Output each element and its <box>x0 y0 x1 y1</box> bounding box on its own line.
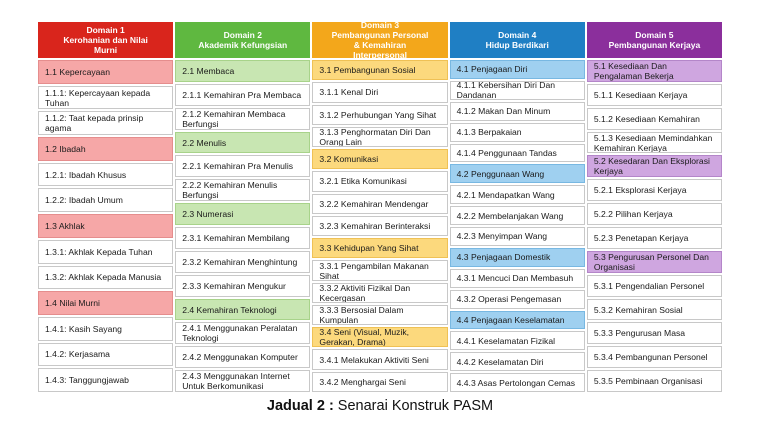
construct-label: 4.4.1 Keselamatan Fizikal <box>456 335 556 346</box>
construct-section-cell <box>450 248 585 267</box>
domain-header-line: Pembangunan Personal <box>331 30 429 40</box>
construct-label: 1.2 Ibadah <box>45 143 86 154</box>
construct-section-cell <box>312 149 447 169</box>
construct-item-cell <box>38 111 173 135</box>
construct-label: 1.4.1: Kasih Sayang <box>45 323 122 334</box>
construct-item-cell <box>450 331 585 350</box>
construct-label: 4.2 Penggunaan Wang <box>456 168 545 179</box>
construct-label: 5.1 Kesediaan Dan Pengalaman Bekerja <box>593 60 674 81</box>
construct-item-cell <box>450 373 585 392</box>
construct-item-cell <box>450 102 585 121</box>
construct-label: 5.2.3 Penetapan Kerjaya <box>593 232 689 243</box>
construct-label: 2.2 Menulis <box>182 137 227 148</box>
construct-label: 3.4 Seni (Visual, Muzik, Gerakan, Drama) <box>319 327 410 348</box>
construct-label: 4.3.2 Operasi Pengemasan <box>456 294 562 305</box>
construct-label: 2.3.1 Kemahiran Membilang <box>182 232 290 243</box>
construct-label: 4.3 Penjagaan Domestik <box>456 252 551 263</box>
construct-label: 5.3.1 Pengendalian Personel <box>593 280 705 291</box>
construct-section-cell <box>38 214 173 238</box>
construct-item-cell <box>312 105 447 125</box>
domain-header-line: Domain 1 <box>86 25 125 35</box>
construct-item-cell <box>587 108 722 130</box>
construct-item-cell <box>175 370 310 392</box>
construct-section-cell <box>312 238 447 258</box>
construct-item-cell <box>38 163 173 187</box>
construct-label: 3.3.2 Aktiviti Fizikal Dan Kecergasan <box>319 282 411 303</box>
construct-item-cell <box>312 194 447 214</box>
construct-label: 3.2.3 Kemahiran Berinteraksi <box>319 220 431 231</box>
construct-label: 5.1.2 Kesediaan Kemahiran <box>593 113 700 124</box>
construct-section-cell <box>587 155 722 177</box>
construct-item-cell <box>312 216 447 236</box>
construct-label: 5.3.5 Pembinaan Organisasi <box>593 376 703 387</box>
construct-label: 2.2.1 Kemahiran Pra Menulis <box>182 161 294 172</box>
construct-item-cell <box>312 305 447 325</box>
construct-item-cell <box>175 275 310 297</box>
construct-label: 3.3.3 Bersosial Dalam Kumpulan <box>319 305 404 326</box>
construct-item-cell <box>587 370 722 392</box>
construct-label: 3.3.1 Pengambilan Makanan Sihat <box>319 260 429 281</box>
construct-item-cell <box>175 251 310 273</box>
construct-label: 1.4.3: Tanggungjawab <box>45 375 129 386</box>
construct-label: 3.3 Kehidupan Yang Sihat <box>319 243 419 254</box>
construct-label: 4.2.1 Mendapatkan Wang <box>456 189 555 200</box>
construct-label: 4.2.2 Membelanjakan Wang <box>456 210 564 221</box>
construct-section-cell <box>587 60 722 82</box>
construct-section-cell <box>175 203 310 225</box>
construct-label: 1.1 Kepercayaan <box>45 66 110 77</box>
construct-label: 3.2.2 Kemahiran Mendengar <box>319 198 429 209</box>
caption-label: Jadual 2 : <box>266 398 334 414</box>
construct-label: 5.3.4 Pembangunan Personel <box>593 352 708 363</box>
construct-label: 4.2.3 Menyimpan Wang <box>456 231 548 242</box>
construct-section-cell <box>175 60 310 82</box>
construct-label: 2.2.2 Kemahiran Menulis Berfungsi <box>182 180 278 201</box>
construct-item-cell <box>450 144 585 163</box>
construct-item-cell <box>38 240 173 264</box>
construct-item-cell <box>38 317 173 341</box>
caption-text: Senarai Konstruk PASM <box>333 398 494 414</box>
construct-section-cell <box>312 327 447 347</box>
construct-label: 5.3.3 Pengurusan Masa <box>593 328 686 339</box>
construct-label: 5.1.1 Kesediaan Kerjaya <box>593 89 688 100</box>
domain-column-5 <box>587 22 722 392</box>
construct-label: 3.1.1 Kenal Diri <box>319 87 379 98</box>
domain-header-line: Pembangunan Kerjaya <box>608 40 701 50</box>
construct-item-cell <box>38 188 173 212</box>
construct-label: 3.1.3 Penghormatan Diri Dan Orang Lain <box>319 126 431 147</box>
domain-header-line: Akademik Kefungsian <box>198 40 288 50</box>
construct-label: 2.1.2 Kemahiran Membaca Berfungsi <box>182 108 286 129</box>
table-caption <box>0 398 760 414</box>
construct-label: 1.3 Akhlak <box>45 220 85 231</box>
construct-item-cell <box>450 123 585 142</box>
construct-label: 1.1.1: Kepercayaan kepada Tuhan <box>45 87 151 108</box>
construct-item-cell <box>175 108 310 130</box>
construct-item-cell <box>587 227 722 249</box>
construct-item-cell <box>38 86 173 110</box>
construct-label: 3.1.2 Perhubungan Yang Sihat <box>319 109 437 120</box>
construct-section-cell <box>38 60 173 84</box>
construct-label: 1.3.1: Akhlak Kepada Tuhan <box>45 246 153 257</box>
construct-label: 1.4.2: Kerjasama <box>45 349 110 360</box>
construct-item-cell <box>312 82 447 102</box>
construct-label: 5.3 Pengurusan Personel Dan Organisasi <box>593 251 709 272</box>
construct-item-cell <box>587 275 722 297</box>
domain-column-3 <box>312 22 447 392</box>
construct-label: 4.4.3 Asas Pertolongan Cemas <box>456 377 576 388</box>
construct-item-cell <box>450 269 585 288</box>
construct-label: 2.4.2 Menggunakan Komputer <box>182 352 298 363</box>
construct-label: 4.4 Penjagaan Keselamatan <box>456 314 565 325</box>
construct-item-cell <box>587 346 722 368</box>
construct-label: 1.1.2: Taat kepada prinsip agama <box>45 113 144 134</box>
construct-label: 1.4 Nilai Murni <box>45 298 100 309</box>
domain-header <box>175 22 310 58</box>
domain-header <box>38 22 173 58</box>
construct-item-cell <box>450 81 585 100</box>
domain-column-1 <box>38 22 173 392</box>
domain-header-line: Hidup Berdikari <box>485 40 549 50</box>
construct-label: 2.4.1 Menggunakan Peralatan Teknologi <box>182 323 298 344</box>
construct-item-cell <box>312 171 447 191</box>
construct-section-cell <box>587 251 722 273</box>
construct-item-cell <box>38 266 173 290</box>
domain-header-line: Domain 3 <box>360 20 400 30</box>
domain-header <box>587 22 722 58</box>
construct-item-cell <box>175 155 310 177</box>
construct-section-cell <box>450 164 585 183</box>
construct-item-cell <box>312 127 447 147</box>
domain-header-line: Murni <box>94 45 118 55</box>
construct-label: 4.1.1 Kebersihan Diri Dan Dandanan <box>456 80 556 100</box>
construct-label: 2.4 Kemahiran Teknologi <box>182 304 277 315</box>
construct-item-cell <box>450 290 585 309</box>
domain-header-line: & Kemahiran <box>353 40 407 50</box>
construct-label: 4.1 Penjagaan Diri <box>456 64 528 75</box>
construct-item-cell <box>175 346 310 368</box>
construct-label: 3.2 Komunikasi <box>319 154 379 165</box>
construct-label: 2.3 Numerasi <box>182 209 234 220</box>
construct-item-cell <box>587 299 722 321</box>
construct-item-cell <box>175 227 310 249</box>
construct-item-cell <box>450 352 585 371</box>
domain-header-line: Interpersonal <box>353 50 407 60</box>
construct-section-cell <box>175 132 310 154</box>
construct-label: 5.3.2 Kemahiran Sosial <box>593 304 683 315</box>
construct-label: 4.1.4 Penggunaan Tandas <box>456 147 557 158</box>
construct-item-cell <box>312 372 447 392</box>
construct-label: 5.2.1 Eksplorasi Kerjaya <box>593 185 687 196</box>
construct-label: 1.2.2: Ibadah Umum <box>45 195 123 206</box>
construct-label: 5.1.3 Kesediaan Memindahkan Kemahiran Kerjaya <box>593 132 713 153</box>
construct-item-cell <box>587 179 722 201</box>
construct-label: 2.3.3 Kemahiran Mengukur <box>182 280 286 291</box>
construct-label: 5.2.2 Pilihan Kerjaya <box>593 209 673 220</box>
construct-label: 3.4.2 Menghargai Seni <box>319 376 406 387</box>
construct-section-cell <box>175 299 310 321</box>
domain-column-2 <box>175 22 310 392</box>
construct-item-cell <box>38 343 173 367</box>
construct-item-cell <box>175 84 310 106</box>
construct-item-cell <box>450 227 585 246</box>
construct-label: 4.4.2 Keselamatan Diri <box>456 356 544 367</box>
construct-section-cell <box>450 60 585 79</box>
domain-header-line: Domain 2 <box>223 30 262 40</box>
construct-section-cell <box>38 137 173 161</box>
construct-label: 3.2.1 Etika Komunikasi <box>319 176 407 187</box>
construct-label: 2.1.1 Kemahiran Pra Membaca <box>182 89 302 100</box>
construct-label: 2.4.3 Menggunakan Internet Untuk Berkomunikasi <box>182 371 290 392</box>
construct-label: 4.1.2 Makan Dan Minum <box>456 106 551 117</box>
construct-label: 4.1.3 Berpakaian <box>456 127 522 138</box>
construct-label: 2.1 Membaca <box>182 65 235 76</box>
construct-item-cell <box>38 368 173 392</box>
construct-item-cell <box>587 203 722 225</box>
domain-header-line: Domain 4 <box>498 30 537 40</box>
construct-item-cell <box>587 84 722 106</box>
domain-header <box>450 22 585 58</box>
domain-header <box>312 22 447 58</box>
construct-section-cell <box>450 311 585 330</box>
construct-item-cell <box>587 322 722 344</box>
domain-header-line: Domain 5 <box>635 30 674 40</box>
construct-label: 2.3.2 Kemahiran Menghintung <box>182 256 298 267</box>
construct-section-cell <box>38 291 173 315</box>
construct-item-cell <box>312 260 447 280</box>
construct-item-cell <box>312 283 447 303</box>
construct-item-cell <box>450 206 585 225</box>
construct-label: 1.3.2: Akhlak Kepada Manusia <box>45 272 162 283</box>
construct-item-cell <box>587 132 722 154</box>
construct-item-cell <box>175 322 310 344</box>
construct-label: 3.4.1 Melakukan Aktiviti Seni <box>319 354 429 365</box>
construct-table <box>38 22 722 392</box>
construct-item-cell <box>175 179 310 201</box>
construct-label: 3.1 Pembangunan Sosial <box>319 65 416 76</box>
construct-label: 1.2.1: Ibadah Khusus <box>45 169 127 180</box>
construct-item-cell <box>450 185 585 204</box>
construct-section-cell <box>312 60 447 80</box>
construct-label: 5.2 Kesedaran Dan Eksplorasi Kerjaya <box>593 156 710 177</box>
construct-item-cell <box>312 349 447 369</box>
domain-header-line: Kerohanian dan Nilai <box>63 35 148 45</box>
construct-label: 4.3.1 Mencuci Dan Membasuh <box>456 273 574 284</box>
domain-column-4 <box>450 22 585 392</box>
